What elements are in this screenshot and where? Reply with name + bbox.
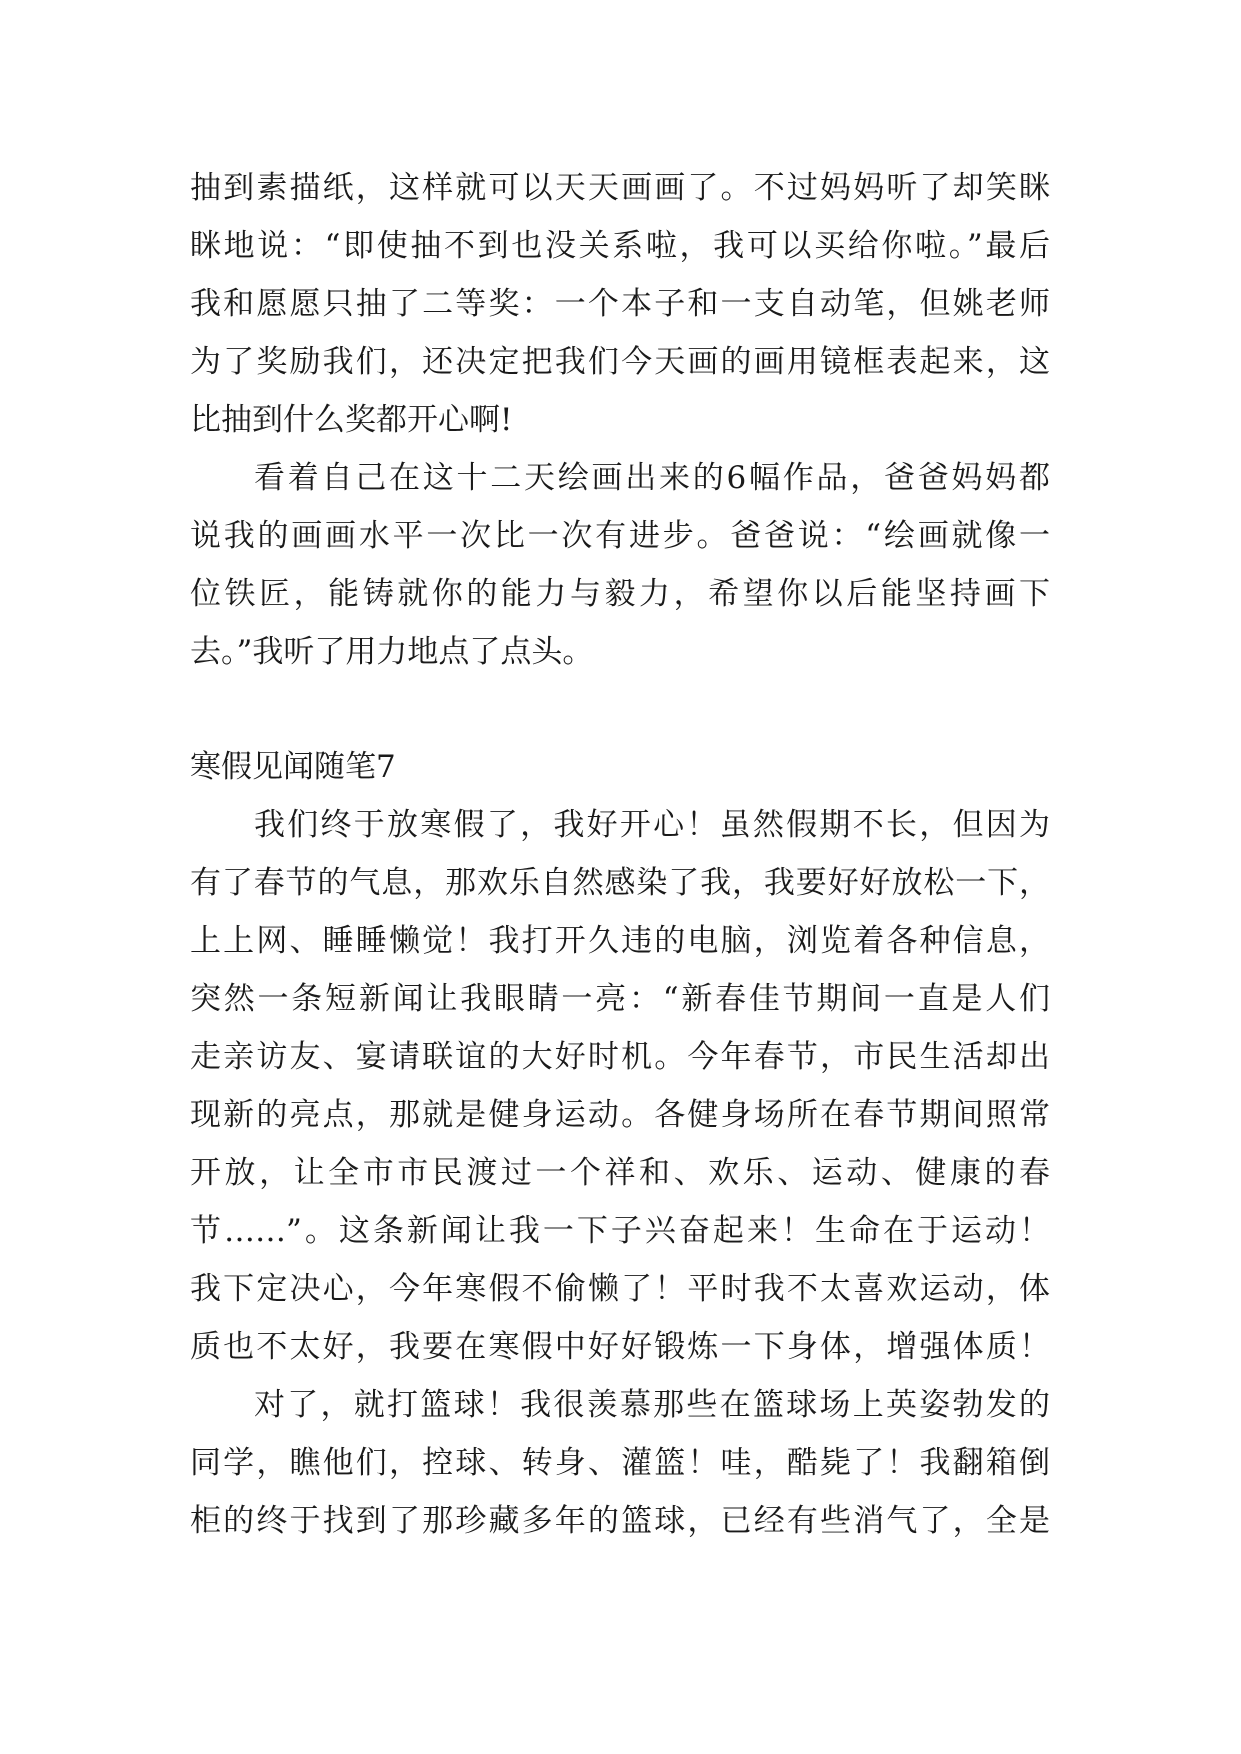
paragraph-line: 上上网、睡睡懒觉！我打开久违的电脑，浏览着各种信息， bbox=[190, 923, 1050, 959]
paragraph-line: 现新的亮点，那就是健身运动。各健身场所在春节期间照常 bbox=[190, 1097, 1050, 1133]
paragraph-line: 位铁匠，能铸就你的能力与毅力，希望你以后能坚持画下 bbox=[190, 576, 1050, 612]
paragraph-line: 同学，瞧他们，控球、转身、灌篮！哇，酷毙了！我翻箱倒 bbox=[190, 1445, 1050, 1481]
paragraph-line: 为了奖励我们，还决定把我们今天画的画用镜框表起来，这 bbox=[190, 344, 1050, 380]
paragraph-line: 抽到素描纸，这样就可以天天画画了。不过妈妈听了却笑眯 bbox=[190, 170, 1050, 206]
paragraph-line: 看着自己在这十二天绘画出来的6幅作品，爸爸妈妈都 bbox=[254, 460, 1050, 496]
paragraph-line: 走亲访友、宴请联谊的大好时机。今年春节，市民生活却出 bbox=[190, 1039, 1050, 1075]
paragraph-line: 开放，让全市市民渡过一个祥和、欢乐、运动、健康的春 bbox=[190, 1155, 1050, 1191]
paragraph-line: 对了，就打篮球！我很羡慕那些在篮球场上英姿勃发的 bbox=[254, 1387, 1050, 1423]
paragraph-line: 我和愿愿只抽了二等奖：一个本子和一支自动笔，但姚老师 bbox=[190, 286, 1050, 322]
paragraph-line: 突然一条短新闻让我眼睛一亮：“新春佳节期间一直是人们 bbox=[190, 981, 1050, 1017]
section-title: 寒假见闻随笔7 bbox=[190, 749, 396, 785]
paragraph-line: 柜的终于找到了那珍藏多年的篮球，已经有些消气了，全是 bbox=[190, 1503, 1050, 1539]
paragraph-line: 我下定决心，今年寒假不偷懒了！平时我不太喜欢运动，体 bbox=[190, 1271, 1050, 1307]
paragraph-line: 质也不太好，我要在寒假中好好锻炼一下身体，增强体质！ bbox=[190, 1329, 1050, 1365]
paragraph-line: 去。”我听了用力地点了点头。 bbox=[190, 634, 594, 670]
paragraph-line: 眯地说：“即使抽不到也没关系啦，我可以买给你啦。”最后 bbox=[190, 228, 1050, 264]
paragraph-line: 说我的画画水平一次比一次有进步。爸爸说：“绘画就像一 bbox=[190, 518, 1050, 554]
paragraph-line: 有了春节的气息，那欢乐自然感染了我，我要好好放松一下， bbox=[190, 865, 1050, 901]
paragraph-line: 比抽到什么奖都开心啊! bbox=[190, 402, 513, 438]
paragraph-line: 节……”。这条新闻让我一下子兴奋起来！生命在于运动！ bbox=[190, 1213, 1050, 1249]
paragraph-line: 我们终于放寒假了，我好开心！虽然假期不长，但因为 bbox=[254, 807, 1050, 843]
